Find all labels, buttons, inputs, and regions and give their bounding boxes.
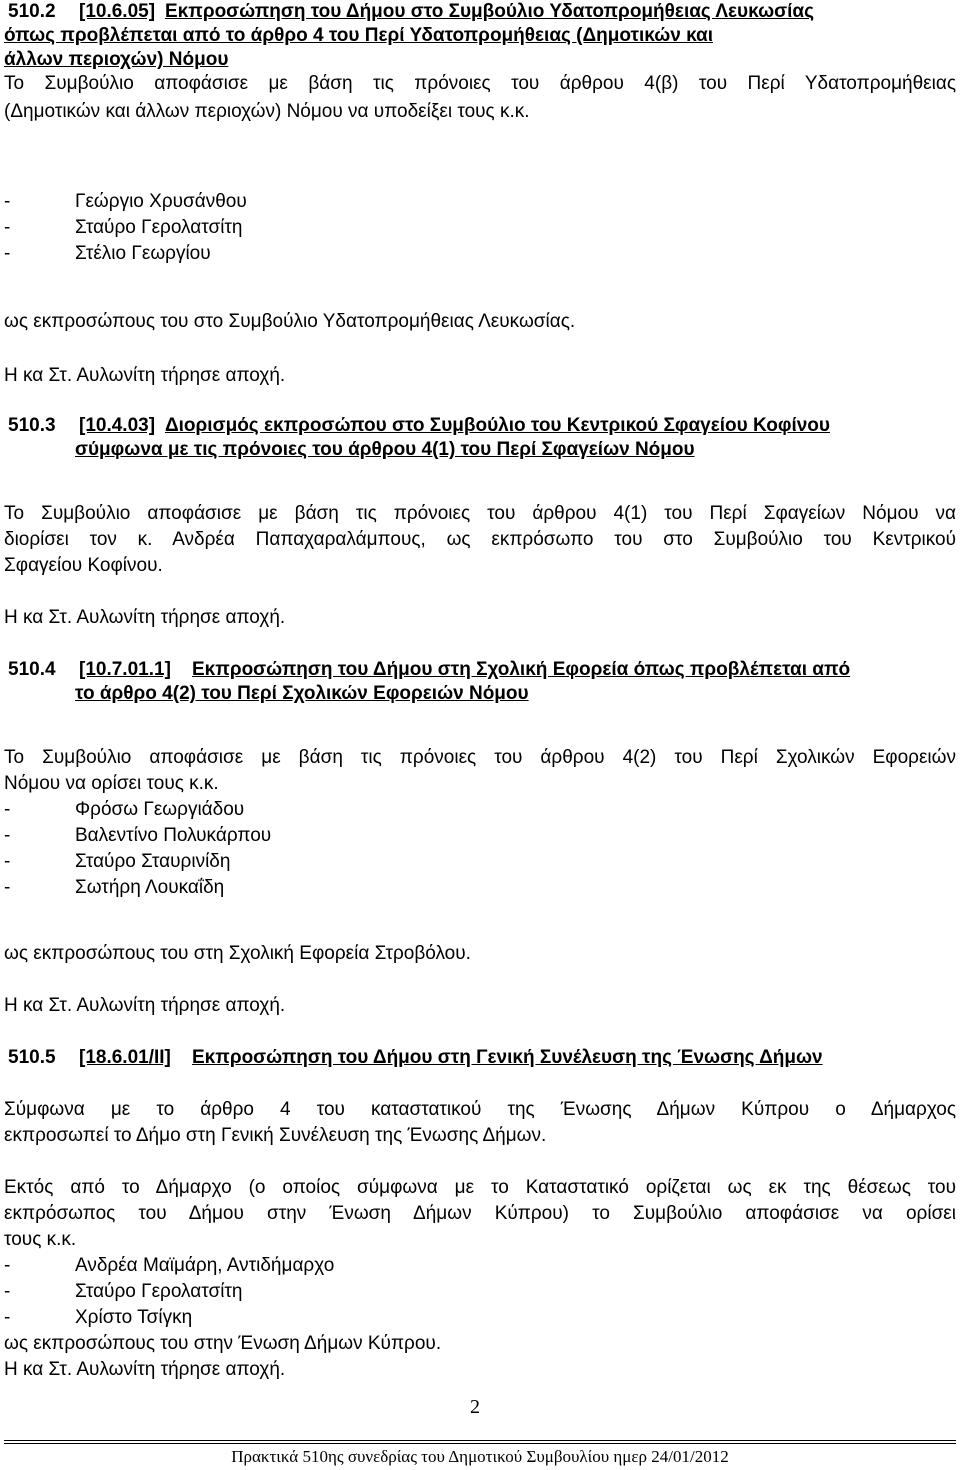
list-dash: - (4, 1307, 11, 1328)
member-item (4, 850, 10, 874)
body-line: Νόμου να ορίσει τους κ.κ. (4, 773, 219, 794)
list-dash: - (4, 1281, 11, 1302)
body-line: Εκτός από το Δήμαρχο (ο οποίος σύμφωνα με το Καταστατικό ορίζεται ως εκ της θέσεως του (4, 1177, 956, 1198)
list-dash: - (4, 877, 11, 898)
member-name: Σταύρο Γερολατσίτη (75, 1281, 243, 1302)
list-dash: - (4, 243, 11, 264)
list-dash: - (4, 217, 11, 238)
closing-line: ως εκπροσώπους του στη Σχολική Εφορεία Στροβόλου. (4, 943, 471, 964)
member-name: Σωτήρη Λουκαΐδη (75, 877, 225, 898)
body-line: (Δημοτικών και άλλων περιοχών) Νόμου να υποδείξει τους κ.κ. (4, 101, 530, 122)
member-item (4, 216, 10, 240)
list-dash: - (4, 825, 11, 846)
list-dash: - (4, 1255, 11, 1276)
section-reference: [10.7.01.1] (79, 659, 171, 680)
member-item (4, 798, 10, 822)
abstention-note: Η κα Στ. Αυλωνίτη τήρησε αποχή. (4, 607, 286, 628)
list-dash: - (4, 799, 11, 820)
footer-rule (4, 1443, 956, 1444)
section-reference: [18.6.01/ΙΙ] (79, 1047, 171, 1068)
section-reference: [10.4.03] (79, 415, 156, 436)
abstention-note: Η κα Στ. Αυλωνίτη τήρησε αποχή. (4, 995, 286, 1016)
section-title-line: άλλων περιοχών) Νόμου (4, 49, 229, 70)
member-name: Χρίστο Τσίγκη (75, 1307, 193, 1328)
list-dash: - (4, 191, 11, 212)
closing-line: ως εκπροσώπους του στην Ένωση Δήμων Κύπρου. (4, 1333, 442, 1354)
section-number: 510.2 (8, 1, 56, 22)
body-line: τους κ.κ. (4, 1229, 77, 1250)
section-number: 510.5 (8, 1047, 56, 1068)
closing-line: ως εκπροσώπους του στο Συμβούλιο Υδατοπρομήθειας Λευκωσίας. (4, 311, 576, 332)
section-number: 510.4 (8, 659, 56, 680)
member-name: Σταύρο Γερολατσίτη (75, 217, 243, 238)
body-line: Το Συμβούλιο αποφάσισε με βάση τις πρόνοιες του άρθρου 4(1) του Περί Σφαγείων Νόμου να (4, 503, 956, 524)
member-name: Στέλιο Γεωργίου (75, 243, 211, 264)
body-line: Σύμφωνα με το άρθρο 4 του καταστατικού της Ένωσης Δήμων Κύπρου ο Δήμαρχος (4, 1099, 956, 1120)
member-name: Σταύρο Σταυρινίδη (75, 851, 231, 872)
body-line: διορίσει τον κ. Ανδρέα Παπαχαραλάμπους, ως εκπρόσωπο του στο Συμβούλιο του Κεντρικού (4, 529, 956, 550)
member-item (4, 190, 10, 214)
list-dash: - (4, 851, 11, 872)
member-item (4, 1280, 10, 1304)
member-item (4, 1254, 10, 1278)
section-title-line: Διορισμός εκπροσώπου στο Συμβούλιο του Κεντρικού Σφαγείου Κοφίνου (165, 415, 830, 436)
footer-rule (4, 1440, 956, 1441)
abstention-note: Η κα Στ. Αυλωνίτη τήρησε αποχή. (4, 365, 286, 386)
section-title-line: όπως προβλέπεται από το άρθρο 4 του Περί Υδατοπρομήθειας (Δημοτικών και (4, 25, 714, 46)
section-title-line: Εκπροσώπηση του Δήμου στο Συμβούλιο Υδατοπρομήθειας Λευκωσίας (165, 1, 814, 22)
section-title-line: Εκπροσώπηση του Δήμου στη Γενική Συνέλευση της Ένωσης Δήμων (192, 1047, 823, 1068)
section-title-line: σύμφωνα με τις πρόνοιες του άρθρου 4(1) του Περί Σφαγείων Νόμου (75, 439, 695, 460)
member-name: Ανδρέα Μαϊμάρη, Αντιδήμαρχο (75, 1255, 335, 1276)
section-reference: [10.6.05] (79, 1, 156, 22)
member-name: Φρόσω Γεωργιάδου (75, 799, 245, 820)
body-line: Το Συμβούλιο αποφάσισε με βάση τις πρόνοιες του άρθρου 4(β) του Περί Υδατοπρομήθειας (4, 73, 956, 94)
page-footer: Πρακτικά 510ης συνεδρίας του Δημοτικού Συμβουλίου ημερ 24/01/2012 (231, 1447, 729, 1466)
abstention-note: Η κα Στ. Αυλωνίτη τήρησε αποχή. (4, 1359, 286, 1380)
section-number: 510.3 (8, 415, 56, 436)
section-title-line: Εκπροσώπηση του Δήμου στη Σχολική Εφορεία όπως προβλέπεται από (192, 659, 851, 680)
member-name: Γεώργιο Χρυσάνθου (75, 191, 247, 212)
member-item (4, 242, 10, 266)
page-number: 2 (470, 1396, 480, 1418)
body-line: Το Συμβούλιο αποφάσισε με βάση τις πρόνοιες του άρθρου 4(2) του Περί Σχολικών Εφορειών (4, 747, 956, 768)
body-line: εκπροσωπεί το Δήμο στη Γενική Συνέλευση της Ένωσης Δήμων. (4, 1125, 547, 1146)
section-title-line: το άρθρο 4(2) του Περί Σχολικών Εφορειών Νόμου (75, 683, 529, 704)
member-name: Βαλεντίνο Πολυκάρπου (75, 825, 272, 846)
member-item (4, 1306, 10, 1330)
body-line: Σφαγείου Κοφίνου. (4, 555, 163, 576)
member-item (4, 824, 10, 848)
member-item (4, 876, 10, 900)
body-line: εκπρόσωπος του Δήμου στην Ένωση Δήμων Κύπρου) το Συμβούλιο αποφάσισε να ορίσει (4, 1203, 956, 1224)
